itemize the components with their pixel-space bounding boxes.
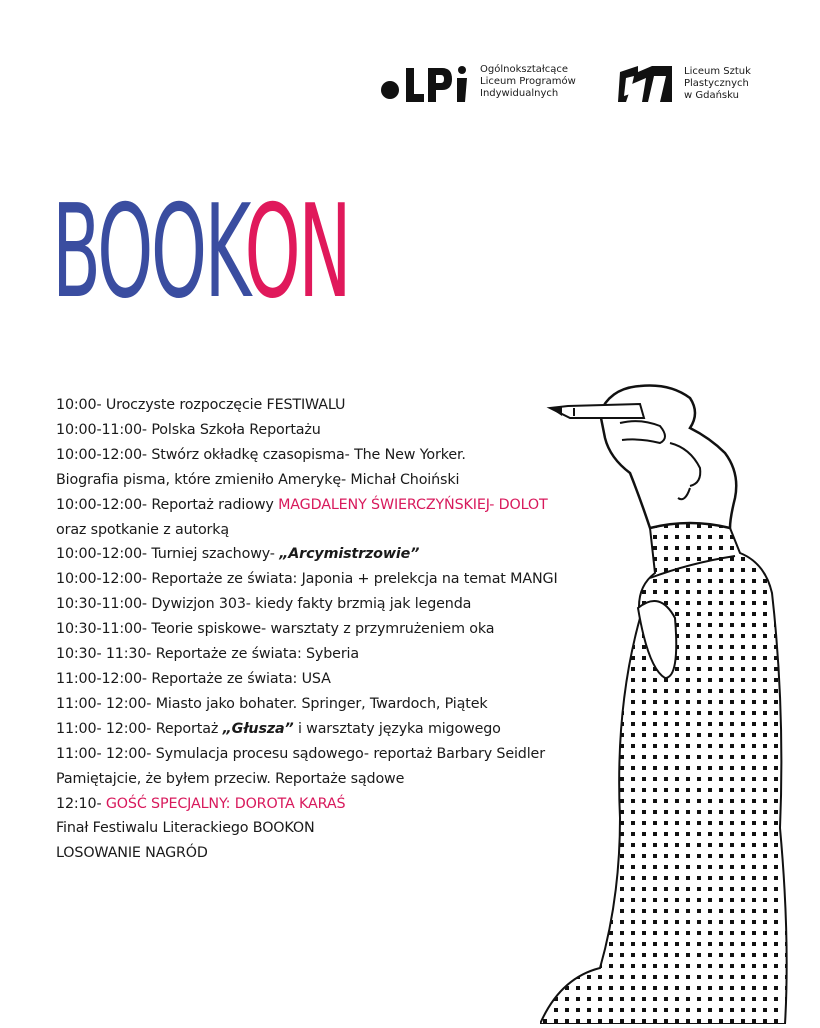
schedule-line-17: [56, 792, 616, 817]
schedule-line-14: [56, 717, 616, 742]
schedule-line-18: Finał Festiwalu Literackiego BOOKON: [56, 820, 315, 837]
schedule-line-16: Pamiętajcie, że byłem przeciw. Reportaże sądowe: [56, 770, 405, 787]
schedule-line-6: oraz spotkanie z autorką: [56, 521, 230, 538]
hand-illustration-svg: [540, 378, 800, 1024]
festival-title: [52, 178, 350, 327]
schedule-line-4: Biografia pisma, które zmieniło Amerykę- Michał Choiński: [56, 471, 460, 488]
olpi-line-2: Liceum Programów: [480, 76, 576, 87]
hand-holding-pen-icon: [540, 378, 800, 1028]
schedule-line-12: 11:00-12:00- Reportaże ze świata: USA: [56, 670, 331, 687]
schedule-line-13: 11:00- 12:00- Miasto jako bohater. Springer, Twardoch, Piątek: [56, 695, 488, 712]
title-part-book: BOOK: [52, 178, 245, 327]
lsp-logo: [616, 62, 751, 106]
schedule-line-1: 10:00- Uroczyste rozpoczęcie FESTIWALU: [56, 397, 346, 413]
lsp-line-1: Liceum Sztuk: [684, 66, 751, 77]
olpi-logo-mark: [380, 62, 472, 102]
logos-header: [380, 62, 760, 112]
schedule-line-5-highlight: MAGDALENY ŚWIERCZYŃSKIEJ- DOLOT: [278, 496, 548, 513]
schedule-line-5-text: 10:00-12:00- Reportaż radiowy: [56, 496, 279, 513]
schedule-line-7-emph: „Arcymistrzowie”: [279, 546, 420, 563]
olpi-logo-text: [480, 64, 576, 100]
schedule-line-3: 10:00-12:00- Stwórz okładkę czasopisma- The New Yorker.: [56, 446, 466, 463]
schedule-line-10: 10:30-11:00- Teorie spiskowe- warsztaty z przymrużeniem oka: [56, 621, 495, 638]
schedule-line-17-highlight: GOŚĆ SPECJALNY: DOROTA KARAŚ: [105, 795, 346, 812]
schedule-line-7-text: 10:00-12:00- Turniej szachowy-: [56, 546, 280, 563]
schedule-line-19: LOSOWANIE NAGRÓD: [56, 845, 208, 862]
schedule-list: [56, 393, 616, 866]
olpi-logo: [380, 62, 576, 102]
schedule-line-15: 11:00- 12:00- Symulacja procesu sądowego- reportaż Barbary Seidler: [56, 745, 545, 762]
schedule-line-9: 10:30-11:00- Dywizjon 303- kiedy fakty brzmią jak legenda: [56, 596, 472, 613]
olpi-line-1: Ogólnokształcące: [480, 64, 568, 75]
schedule-line-2: 10:00-11:00- Polska Szkoła Reportażu: [56, 421, 321, 438]
schedule-line-8: 10:00-12:00- Reportaże ze świata: Japonia + prelekcja na temat MANGI: [56, 571, 558, 588]
schedule-line-14-emph: „Głusza”: [222, 720, 294, 737]
olpi-line-3: Indywidualnych: [480, 88, 559, 99]
lsp-line-3: w Gdańsku: [684, 90, 739, 101]
schedule-line-5: [56, 493, 616, 518]
schedule-line-7: [56, 542, 616, 567]
lsp-logo-text: [684, 66, 751, 102]
lsp-logo-mark: [616, 62, 676, 106]
schedule-line-11: 10:30- 11:30- Reportaże ze świata: Syberia: [56, 646, 359, 663]
schedule-line-14-text: 11:00- 12:00- Reportaż: [56, 720, 223, 737]
schedule-line-17-text: 12:10-: [56, 795, 106, 812]
lsp-line-2: Plastycznych: [684, 78, 749, 89]
title-part-on: ON: [244, 178, 350, 327]
schedule-line-14-post: i warsztaty języka migowego: [293, 720, 501, 737]
